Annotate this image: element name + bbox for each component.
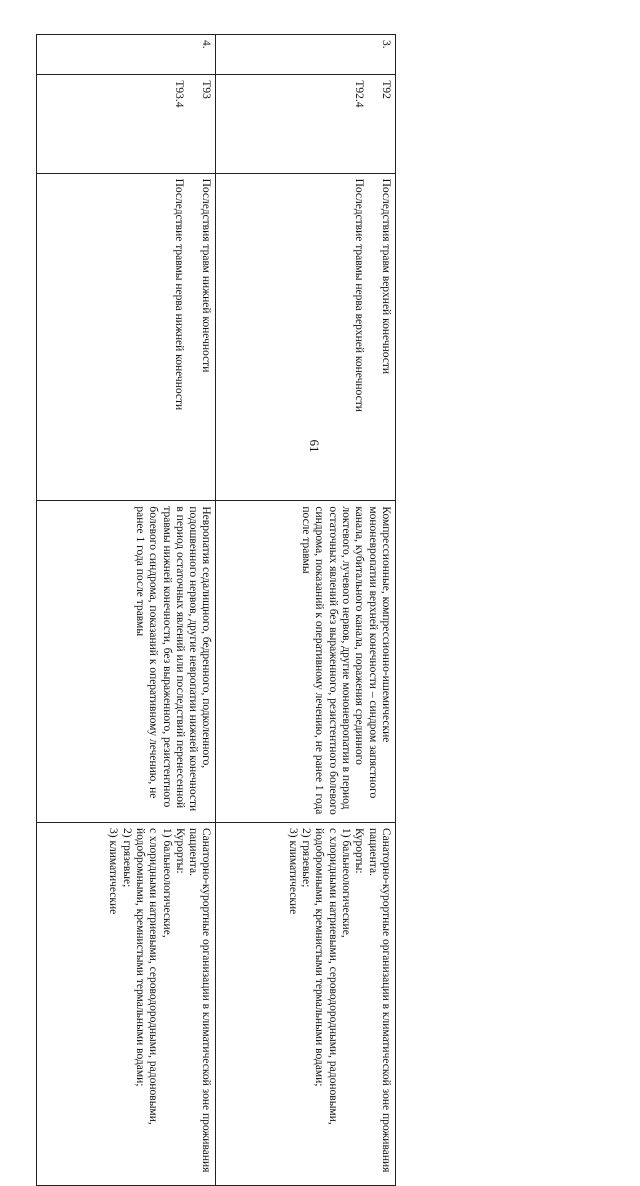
row-number: 4. xyxy=(37,35,217,75)
diagnosis-main: Последствия травм нижней конечности xyxy=(200,178,213,373)
treatment-line: 3) климатические xyxy=(107,827,120,915)
treatment-line: Санаторно-курортные организации в климатической зоне проживания пациента. xyxy=(187,827,213,1173)
diagnosis-sub: Последствие травмы нерва нижней конечности xyxy=(173,178,186,411)
diagnosis-sub: Последствие травмы нерва верхней конечности xyxy=(352,178,365,412)
table-row xyxy=(37,35,217,1186)
page-number: 61 xyxy=(307,439,322,453)
icd-code-main: T93 xyxy=(200,80,213,99)
icd-code-sub: T92.4 xyxy=(352,80,365,108)
icd-code-main: T92 xyxy=(380,80,392,99)
treatment-cell xyxy=(37,822,217,1185)
treatment-cell xyxy=(216,822,396,1185)
rotated-table-container xyxy=(36,34,396,1186)
icd-code-cell xyxy=(37,75,217,173)
treatment-line: 1) бальнеологические, xyxy=(340,827,353,938)
treatment-line: 3) климатические xyxy=(286,827,299,915)
treatment-line: с хлоридными натриевыми, сероводородными, радоновыми, йодобромными, кремнистыми термальными водами; xyxy=(313,827,339,1125)
treatment-line: с хлоридными натриевыми, сероводородными, радоновыми, йодобромными, кремнистыми термальными водами; xyxy=(133,827,160,1125)
resort-treatment-table xyxy=(36,34,396,1186)
condition-cell: Компрессионные, компрессионно-ишемические мононевропатии верхней конечности – синдром запястного канала, кубитального канала, поражения срединного локтевого, лучевого нервов, другие мононевропатии в период остаточных явлений без выраженного, резистентного болевого синдрома, показаний к оперативному лечению, не ранее 1 года после травмы xyxy=(216,501,396,823)
treatment-line: 2) грязевые; xyxy=(300,827,313,888)
diagnosis-name-cell xyxy=(216,173,396,501)
treatment-line: Курорты: xyxy=(353,827,366,874)
condition-cell: Невропатия седалищного, бедренного, подколенного, подошвенного нервов, другие невропатии нижней конечности в период остаточных явлений или последствий перенесенной травмы нижней конечности, без выраженного, резистентного болевого синдрома, показаний к оперативному лечению, не ранее 1 года после травмы xyxy=(37,501,217,823)
treatment-line: 2) грязевые; xyxy=(120,827,133,888)
icd-code-cell xyxy=(216,75,396,173)
diagnosis-name-cell xyxy=(37,173,217,501)
icd-code-sub: T93.4 xyxy=(173,80,186,108)
table-row xyxy=(216,35,396,1186)
treatment-line: Курорты: xyxy=(173,827,186,874)
treatment-line: 1) бальнеологические, xyxy=(160,827,173,938)
treatment-line: Санаторно-курортные организации в климатической зоне проживания пациента. xyxy=(366,827,392,1173)
diagnosis-main: Последствия травм верхней конечности xyxy=(380,178,392,375)
row-number: 3. xyxy=(216,35,396,75)
